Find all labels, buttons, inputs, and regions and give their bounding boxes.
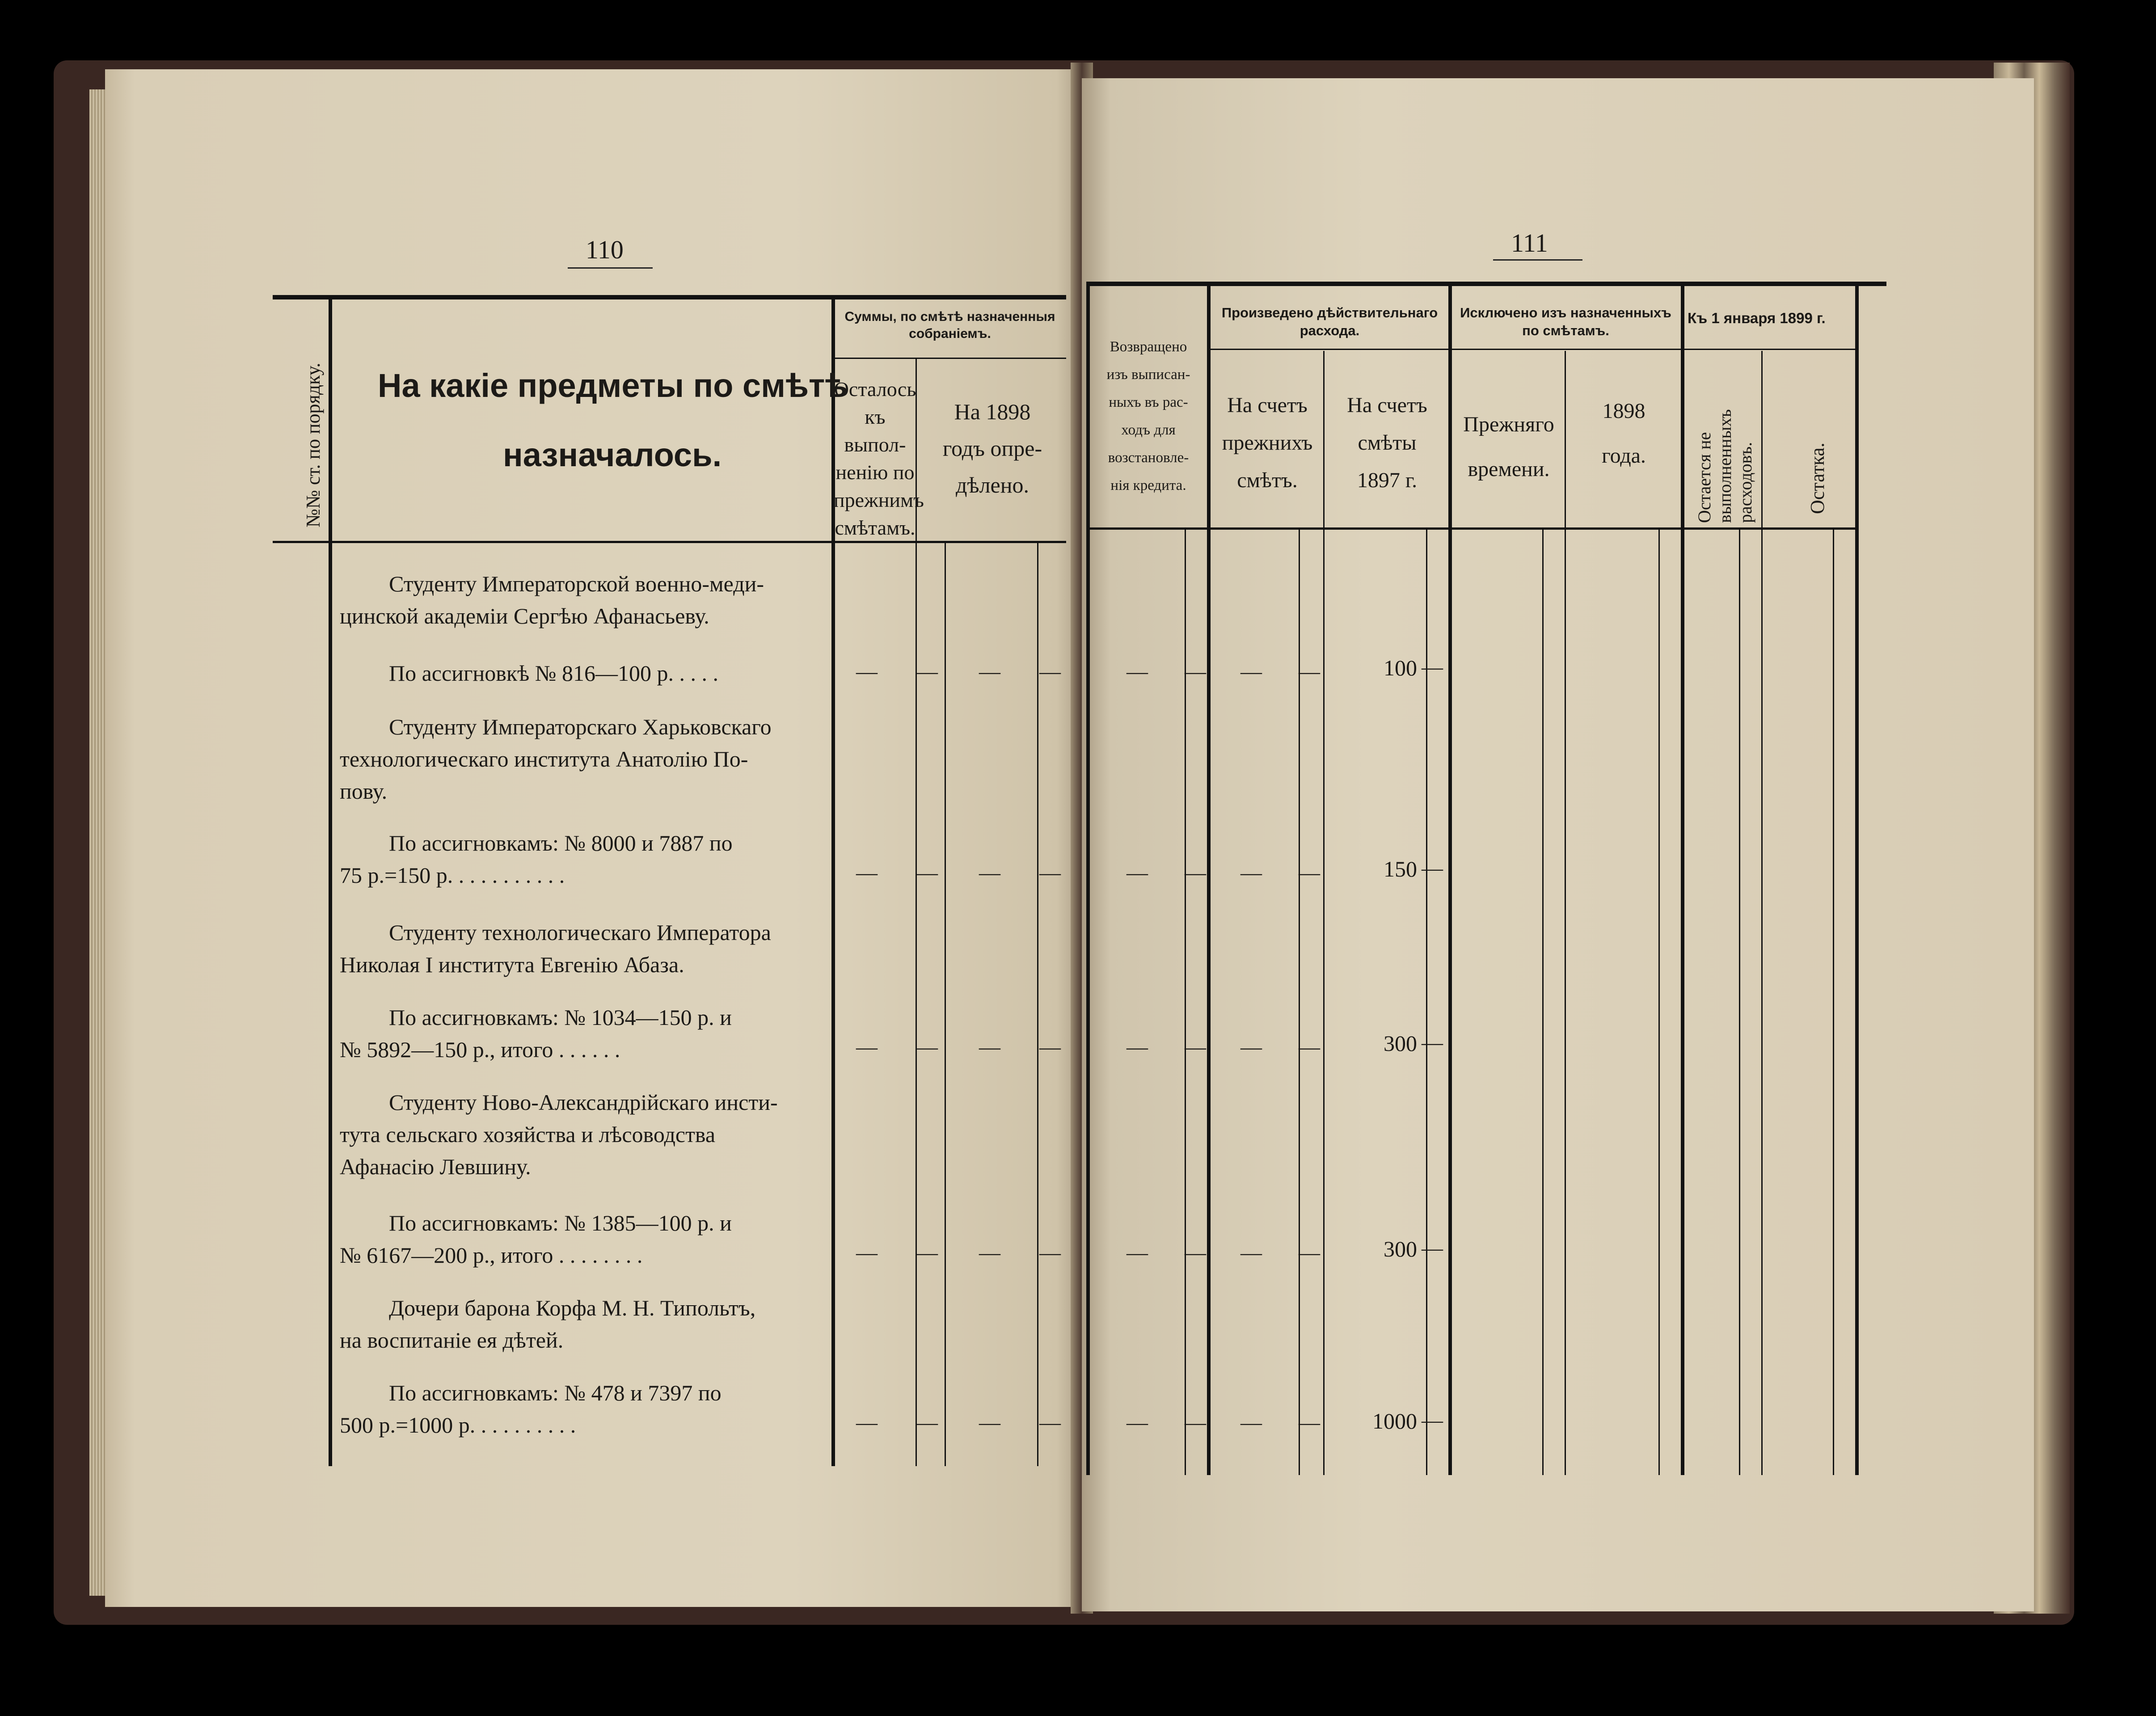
dash-right-row3: — bbox=[1127, 1035, 1148, 1059]
header-top-rule-right bbox=[1086, 282, 1886, 286]
col-rule bbox=[1565, 351, 1566, 1475]
dash-right-row4: — bbox=[1185, 1241, 1206, 1265]
entry-2-description: Студенту Императорскаго Харьковскаго технологическаго института Анатолію По- пову. bbox=[340, 714, 772, 804]
subheader-prev-estimates: На счетъ прежнихъ смѣтъ. bbox=[1222, 393, 1313, 492]
subheader-prev-time: Прежняго времени. bbox=[1463, 413, 1554, 481]
dash-left-row2: — bbox=[916, 861, 938, 885]
entry-1-assignment: По ассигновкѣ № 816—100 р. . . . . bbox=[389, 661, 718, 686]
dash-right-row4: — bbox=[1127, 1241, 1148, 1265]
dash-right-row2: — bbox=[1240, 861, 1262, 885]
col-rule bbox=[1323, 351, 1325, 1475]
subheader-1898: На 1898 годъ опре- дѣлено. bbox=[942, 399, 1042, 498]
dash-right-row1: — bbox=[1185, 660, 1206, 683]
header-title-line2: назначалось. bbox=[503, 436, 722, 473]
dash-right-row5: — bbox=[1127, 1411, 1148, 1434]
page-number-111: 111 bbox=[1511, 228, 1548, 257]
dash-left-row1: — bbox=[979, 660, 1000, 683]
header-group-produced: Произведено дѣйствительнаго расхода. bbox=[1221, 305, 1438, 338]
header-bottom-rule bbox=[273, 541, 1066, 543]
entry-3-description: Студенту технологическаго Императора Николая I института Евгенію Абаза. bbox=[340, 920, 771, 977]
dash-left-row2: — bbox=[856, 861, 878, 885]
dash-left-row2: — bbox=[979, 861, 1000, 885]
dash-right-row4: — bbox=[1240, 1241, 1262, 1265]
dash-right-row5: — bbox=[1240, 1411, 1262, 1434]
show-through-text bbox=[1363, 349, 1371, 376]
dash-right-row3: — bbox=[1422, 1031, 1443, 1054]
header-group-excluded: Исключено изъ назначенныхъ по смѣтамъ. bbox=[1460, 305, 1671, 338]
col-rule bbox=[1658, 530, 1660, 1475]
amount-row2: 150 bbox=[1384, 856, 1417, 881]
subheader-1898-year: 1898 года. bbox=[1602, 399, 1646, 468]
page-number-110: 110 bbox=[586, 235, 624, 264]
dash-right-row3: — bbox=[1185, 1035, 1206, 1059]
header-group-rule bbox=[831, 358, 1066, 359]
dash-right-row4: — bbox=[1299, 1241, 1320, 1265]
subheader-unfulfilled: Остается не выполненныхъ расходовъ. bbox=[1694, 409, 1755, 523]
amount-row5: 1000 bbox=[1372, 1408, 1417, 1434]
dash-right-row5: — bbox=[1299, 1411, 1320, 1434]
col-rule bbox=[329, 295, 332, 1466]
header-group-rule-right bbox=[1207, 349, 1855, 350]
header-col-number: №№ ст. по порядку. bbox=[302, 363, 324, 527]
header-returned: Возвращено изъ выписан- ныхъ въ рас- ходъ для возстановле- нія кредита. bbox=[1106, 339, 1190, 493]
col-rule bbox=[1761, 351, 1763, 1475]
subheader-balance: Остатка. bbox=[1806, 443, 1828, 514]
col-rule bbox=[1833, 530, 1834, 1475]
dash-left-row4: — bbox=[979, 1241, 1000, 1265]
entry-2-assignment: По ассигновкамъ: № 8000 и 7887 по 75 р.=150 р. . . . . . . . . . . bbox=[340, 831, 733, 888]
dash-left-row3: — bbox=[979, 1035, 1000, 1059]
dash-right-row2: — bbox=[1185, 861, 1206, 885]
page-number-underline bbox=[568, 267, 653, 269]
dash-right-row3: — bbox=[1240, 1035, 1262, 1059]
dash-right-row2: — bbox=[1127, 861, 1148, 885]
dash-left-row5: — bbox=[916, 1411, 938, 1434]
entry-5-assignment: По ассигновкамъ: № 478 и 7397 по 500 р.=1000 р. . . . . . . . . . bbox=[340, 1380, 721, 1438]
dash-right-row1: — bbox=[1299, 660, 1320, 683]
dash-right-row2: — bbox=[1299, 861, 1320, 885]
header-title-line1: На какіе предметы по смѣтѣ bbox=[378, 367, 848, 404]
col-rule bbox=[1448, 286, 1452, 1475]
dash-right-row1: — bbox=[1422, 655, 1443, 679]
dash-left-row2: — bbox=[1039, 861, 1061, 885]
dash-left-row5: — bbox=[1039, 1411, 1061, 1434]
amount-row4: 300 bbox=[1384, 1236, 1417, 1261]
dash-left-row3: — bbox=[1039, 1035, 1061, 1059]
dash-left-row4: — bbox=[916, 1241, 938, 1265]
dash-left-row5: — bbox=[856, 1411, 878, 1434]
col-rule bbox=[1037, 543, 1038, 1466]
entry-5-description: Дочери барона Корфа М. Н. Типольтъ, на воспитаніе ея дѣтей. bbox=[340, 1295, 756, 1353]
page-number-underline bbox=[1493, 259, 1582, 261]
col-rule bbox=[945, 543, 946, 1466]
dash-left-row1: — bbox=[1039, 660, 1061, 683]
header-group-jan1899: Къ 1 января 1899 г. bbox=[1688, 310, 1826, 326]
col-rule bbox=[1086, 286, 1090, 1475]
dash-right-row4: — bbox=[1422, 1236, 1443, 1260]
col-rule bbox=[1739, 530, 1740, 1475]
entry-4-description: Студенту Ново-Александрійскаго инсти- тута сельскаго хозяйства и лѣсоводства Афанасію Левшину. bbox=[340, 1090, 778, 1179]
dash-left-row3: — bbox=[916, 1035, 938, 1059]
col-rule bbox=[1681, 286, 1684, 1475]
dash-right-row5: — bbox=[1185, 1411, 1206, 1434]
header-group-sums: Суммы, по смѣтѣ назначенныя собраніемъ. bbox=[844, 309, 1055, 341]
col-rule bbox=[1855, 286, 1859, 1475]
amount-row3: 300 bbox=[1384, 1031, 1417, 1056]
dash-left-row5: — bbox=[979, 1411, 1000, 1434]
col-rule bbox=[1542, 530, 1544, 1475]
subheader-remaining: Осталось къ выпол- ненію по прежнимъ смѣтамъ. bbox=[834, 378, 924, 539]
dash-right-row5: — bbox=[1422, 1408, 1443, 1432]
dash-left-row4: — bbox=[856, 1241, 878, 1265]
entry-1-description: Студенту Императорской военно-меди- цинской академіи Сергѣю Афанасьеву. bbox=[340, 571, 764, 628]
dash-left-row4: — bbox=[1039, 1241, 1061, 1265]
dash-right-row1: — bbox=[1240, 660, 1262, 683]
subheader-1897: На счетъ смѣты 1897 г. bbox=[1347, 393, 1427, 492]
entry-4-assignment: По ассигновкамъ: № 1385—100 р. и № 6167—200 р., итого . . . . . . . . bbox=[340, 1210, 732, 1268]
dash-right-row1: — bbox=[1127, 660, 1148, 683]
dash-right-row2: — bbox=[1422, 856, 1443, 880]
col-rule bbox=[1207, 286, 1211, 1475]
dash-right-row3: — bbox=[1299, 1035, 1320, 1059]
amount-row1: 100 bbox=[1384, 655, 1417, 680]
dash-left-row3: — bbox=[856, 1035, 878, 1059]
header-top-rule bbox=[273, 295, 1066, 299]
dash-left-row1: — bbox=[916, 660, 938, 683]
entry-3-assignment: По ассигновкамъ: № 1034—150 р. и № 5892—150 р., итого . . . . . . bbox=[340, 1005, 732, 1062]
dash-left-row1: — bbox=[856, 660, 878, 683]
